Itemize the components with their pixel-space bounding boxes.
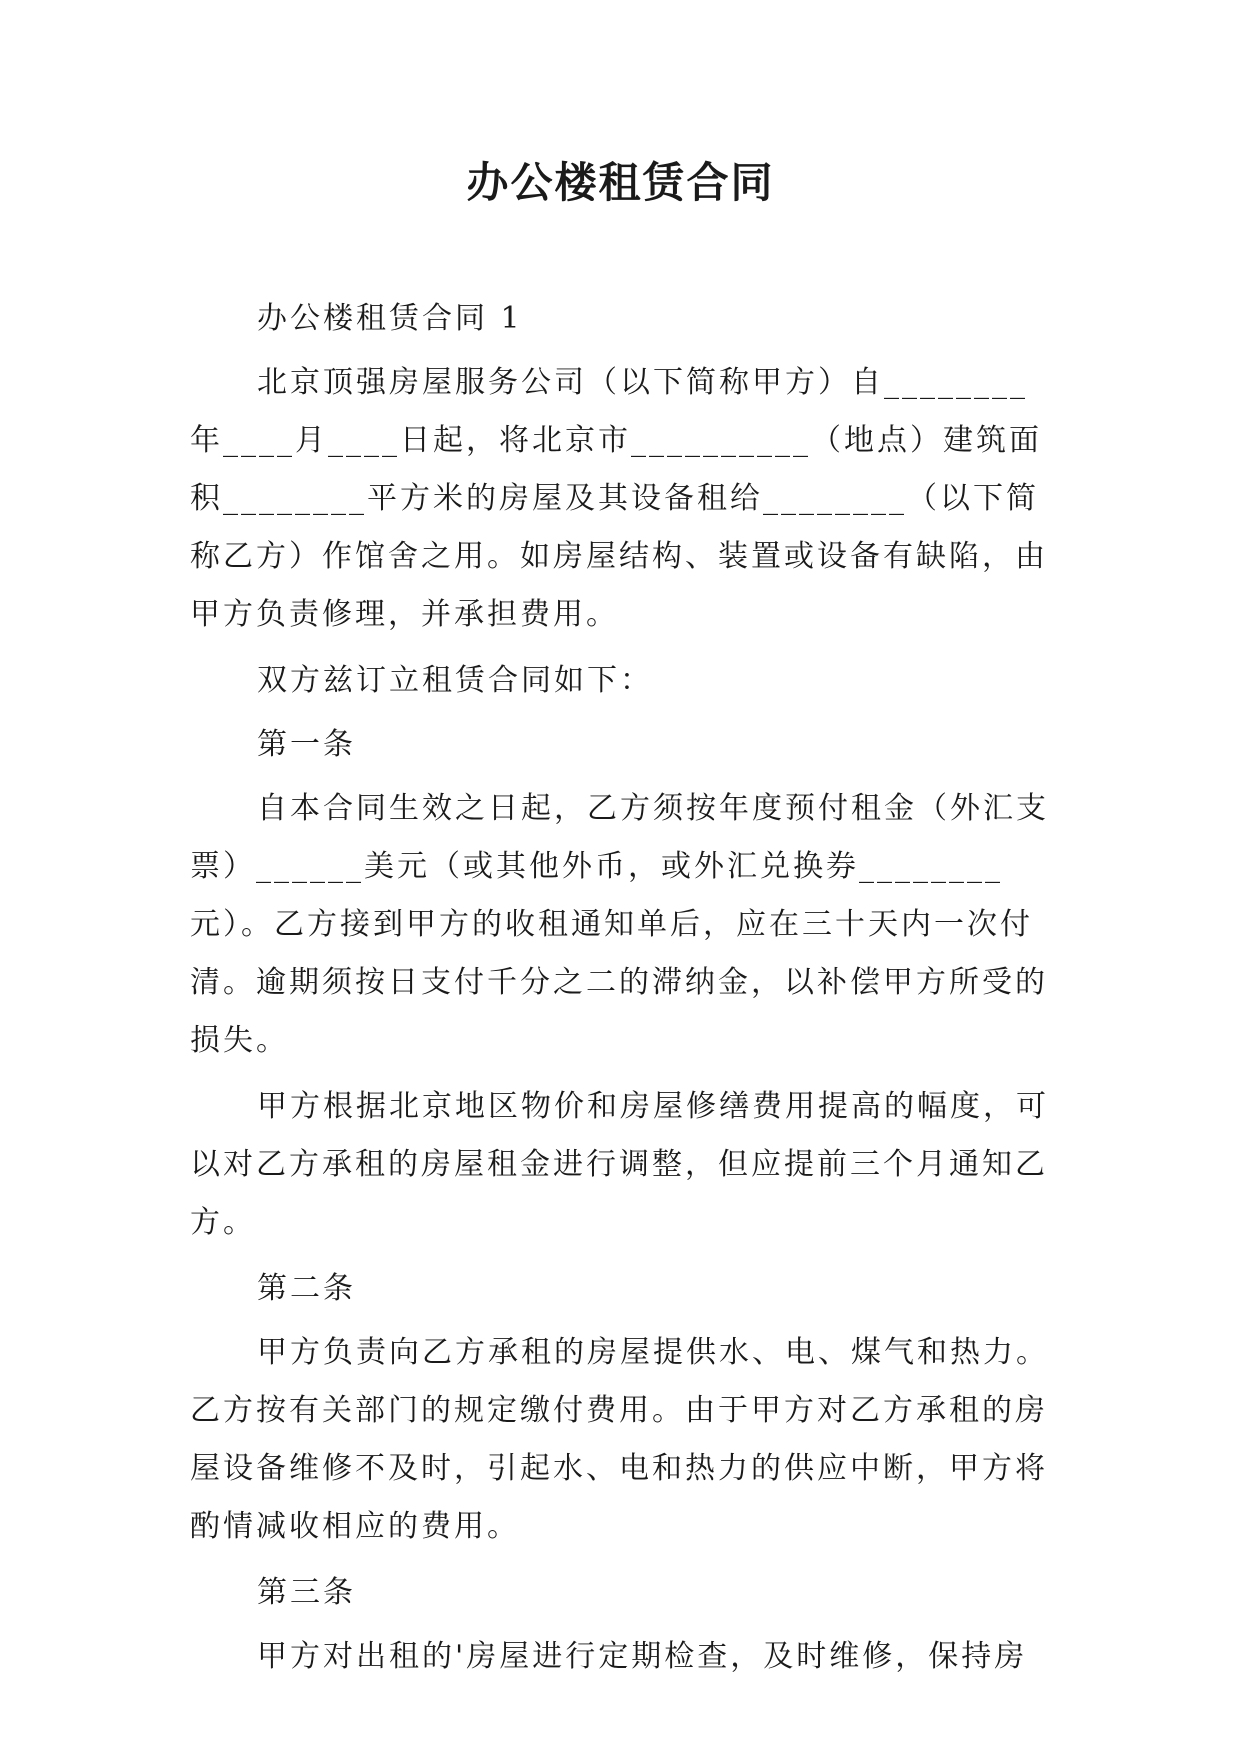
article-3-paragraph: 甲方对出租的'房屋进行定期检查，及时维修，保持房 <box>257 1639 1028 1674</box>
article-1-heading: 第一条 <box>257 727 356 762</box>
paragraph-agreement-intro: 双方兹订立租赁合同如下： <box>257 663 653 698</box>
article-2-paragraph: 甲方负责向乙方承租的房屋提供水、电、煤气和热力。乙方按有关部门的规定缴付费用。由于甲方对乙方承租的房屋设备维修不及时，引起水、电和热力的供应中断，甲方将酌情减收相应的费用。 <box>190 1335 1049 1544</box>
article-1-paragraph-2: 甲方根据北京地区物价和房屋修缮费用提高的幅度，可以对乙方承租的房屋租金进行调整，但应提前三个月通知乙方。 <box>190 1089 1049 1240</box>
article-2-heading: 第二条 <box>257 1271 356 1306</box>
paragraph-preamble: 北京顶强房屋服务公司（以下简称甲方）自________年____月____日起，将北京市__________（地点）建筑面积________平方米的房屋及其设备租给________（以下简称乙方）作馆舍之用。如房屋结构、装置或设备有缺陷，由甲方负责修理，并承担费用。 <box>190 365 1048 632</box>
document-title: 办公楼租赁合同 <box>466 158 775 207</box>
contract-subtitle: 办公楼租赁合同 1 <box>257 301 523 336</box>
article-1-paragraph-1: 自本合同生效之日起，乙方须按年度预付租金（外汇支票）______美元（或其他外币，或外汇兑换券________元）。乙方接到甲方的收租通知单后，应在三十天内一次付清。逾期须按日支付千分之二的滞纳金，以补偿甲方所受的损失。 <box>190 791 1049 1058</box>
article-3-heading: 第三条 <box>257 1575 356 1610</box>
document-body <box>190 290 1056 1686</box>
